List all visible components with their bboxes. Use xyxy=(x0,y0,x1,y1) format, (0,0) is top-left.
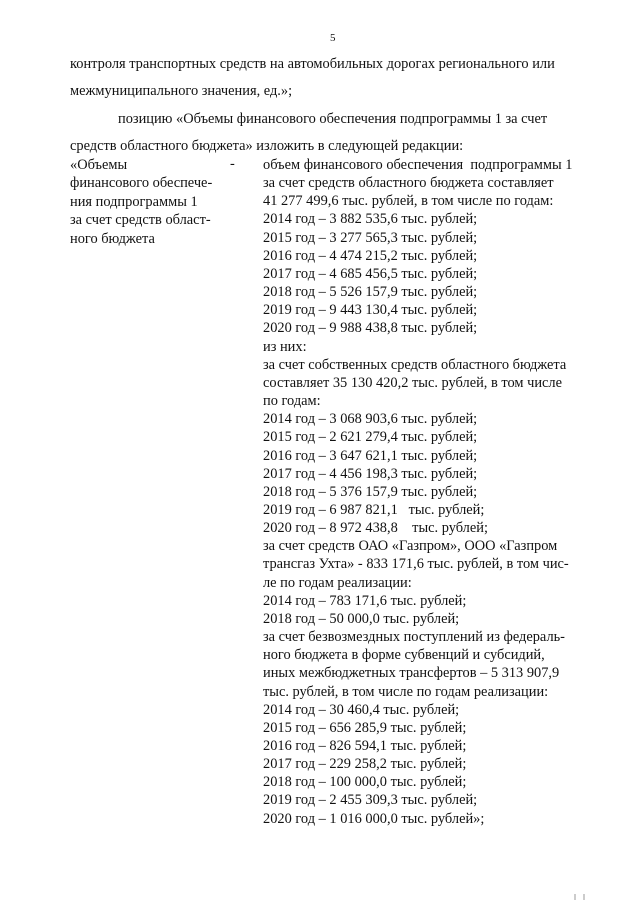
right-line: объем финансового обеспечения подпрограммы 1 xyxy=(263,157,573,173)
intro-line-1: контроля транспортных средств на автомобильных дорогах регионального или xyxy=(70,56,555,72)
right-line: иных межбюджетных трансфертов – 5 313 907,9 xyxy=(263,665,560,682)
right-line: 2014 год – 783 171,6 тыс. рублей; xyxy=(263,592,467,609)
right-line: 2019 год – 2 455 309,3 тыс. рублей; xyxy=(263,792,478,809)
scan-marks-icon xyxy=(572,893,592,901)
right-line: за счет средств ОАО «Газпром», ООО «Газпром xyxy=(263,538,558,555)
intro-line-3: позицию «Объемы финансового обеспечения подпрограммы 1 за счет xyxy=(118,111,548,127)
left-line: ного бюджета xyxy=(70,230,155,247)
right-line: 41 277 499,6 тыс. рублей, в том числе по годам: xyxy=(263,193,554,210)
intro-line-4: средств областного бюджета» изложить в следующей редакции: xyxy=(70,138,464,154)
right-line: ле по годам реализации: xyxy=(263,574,412,591)
right-line: 2019 год – 9 443 130,4 тыс. рублей; xyxy=(263,302,478,319)
right-line: 2018 год – 50 000,0 тыс. рублей; xyxy=(263,610,460,627)
right-line: по годам: xyxy=(263,393,321,410)
right-line: 2016 год – 826 594,1 тыс. рублей; xyxy=(263,738,467,754)
right-line: 2014 год – 3 068 903,6 тыс. рублей; xyxy=(263,411,478,428)
right-line: трансгаз Ухта» - 833 171,6 тыс. рублей, в том чис- xyxy=(263,556,569,573)
right-line: 2020 год – 8 972 438,8 тыс. рублей; xyxy=(263,520,488,537)
right-line: 2014 год – 3 882 535,6 тыс. рублей; xyxy=(263,211,478,228)
right-line: 2017 год – 4 685 456,5 тыс. рублей; xyxy=(263,265,478,282)
left-line: финансового обеспече- xyxy=(70,175,213,192)
right-line: за счет средств областного бюджета составляет xyxy=(263,175,554,192)
right-line: 2018 год – 5 526 157,9 тыс. рублей; xyxy=(263,284,478,301)
right-line: из них: xyxy=(263,338,307,355)
right-line: 2020 год – 1 016 000,0 тыс. рублей»; xyxy=(263,810,485,827)
right-line: ного бюджета в форме субвенций и субсидий, xyxy=(263,647,545,664)
left-line: «Объемы xyxy=(70,157,128,173)
right-line: 2018 год – 5 376 157,9 тыс. рублей; xyxy=(263,483,478,500)
right-line: 2018 год – 100 000,0 тыс. рублей; xyxy=(263,774,467,791)
right-line: 2017 год – 229 258,2 тыс. рублей; xyxy=(263,756,467,773)
right-line: за счет безвозмездных поступлений из федераль- xyxy=(263,629,565,646)
table-left-cell xyxy=(70,156,212,248)
scan-artifact xyxy=(572,893,592,903)
right-line: 2016 год – 4 474 215,2 тыс. рублей; xyxy=(263,247,478,264)
right-line: 2015 год – 656 285,9 тыс. рублей; xyxy=(263,719,467,736)
table-right-cell xyxy=(263,156,572,828)
right-line: 2019 год – 6 987 821,1 тыс. рублей; xyxy=(263,501,485,518)
right-line: 2015 год – 2 621 279,4 тыс. рублей; xyxy=(263,429,478,446)
right-line: 2015 год – 3 277 565,3 тыс. рублей; xyxy=(263,229,478,246)
table-dash: - xyxy=(230,156,235,172)
right-line: за счет собственных средств областного бюджета xyxy=(263,356,567,373)
right-line: тыс. рублей, в том числе по годам реализации: xyxy=(263,683,549,700)
right-line: 2020 год – 9 988 438,8 тыс. рублей; xyxy=(263,320,478,337)
intro-line-2: межмуниципального значения, ед.»; xyxy=(70,83,293,99)
right-line: составляет 35 130 420,2 тыс. рублей, в том числе xyxy=(263,374,562,391)
left-line: за счет средств област- xyxy=(70,212,211,229)
left-line: ния подпрограммы 1 xyxy=(70,193,198,210)
right-line: 2016 год – 3 647 621,1 тыс. рублей; xyxy=(263,447,478,464)
right-line: 2014 год – 30 460,4 тыс. рублей; xyxy=(263,701,460,718)
right-line: 2017 год – 4 456 198,3 тыс. рублей; xyxy=(263,465,478,482)
page-number: 5 xyxy=(330,32,336,44)
